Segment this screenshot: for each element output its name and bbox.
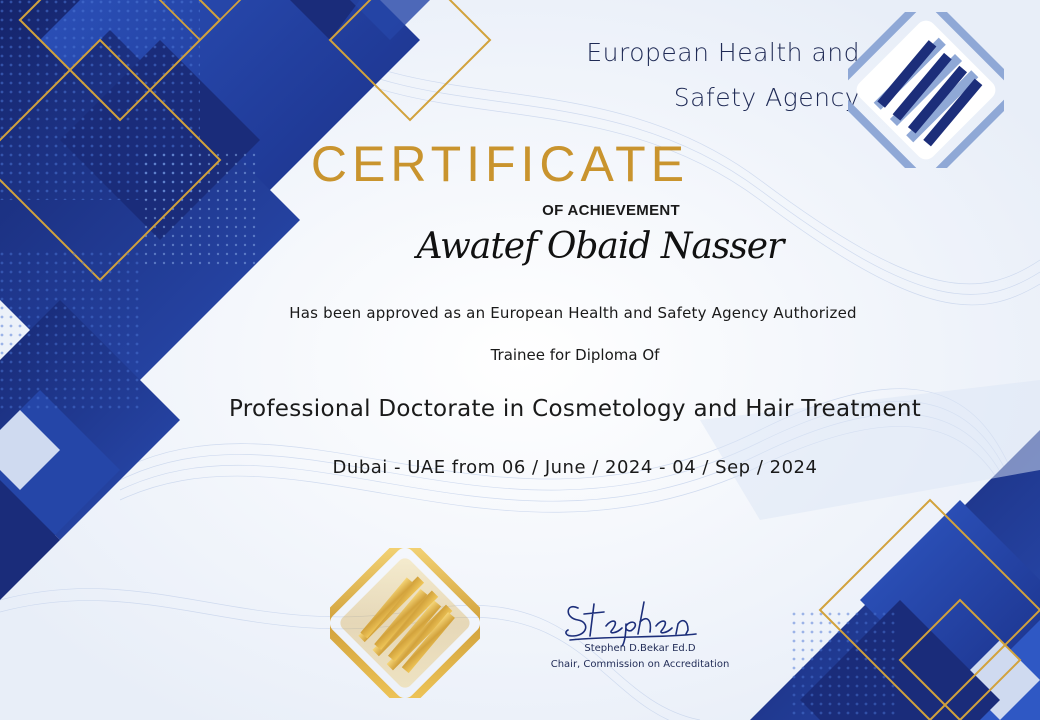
signatory-role: Chair, Commission on Accreditation <box>550 659 730 670</box>
gold-seal-icon <box>330 548 480 698</box>
agency-logo-icon <box>848 12 1004 168</box>
recipient-name: Awatef Obaid Nasser <box>416 226 784 267</box>
signature-mark <box>560 596 700 646</box>
program-title: Professional Doctorate in Cosmetology and Hair Treatment <box>228 396 922 422</box>
program-dates: Dubai - UAE from 06 / June / 2024 - 04 / Sep / 2024 <box>332 457 818 478</box>
agency-name <box>560 30 860 120</box>
agency-name-line2: Safety Agency <box>673 83 860 112</box>
statement-line1: Has been approved as an European Health and Safety Agency Authorized <box>289 304 857 322</box>
signatory-name: Stephen D.Bekar Ed.D <box>584 643 696 654</box>
statement-line2: Trainee for Diploma Of <box>490 346 660 364</box>
agency-name-line1: European Health and <box>586 38 860 67</box>
certificate-title: CERTIFICATE <box>310 136 690 192</box>
certificate-subtitle: OF ACHIEVEMENT <box>542 202 680 219</box>
